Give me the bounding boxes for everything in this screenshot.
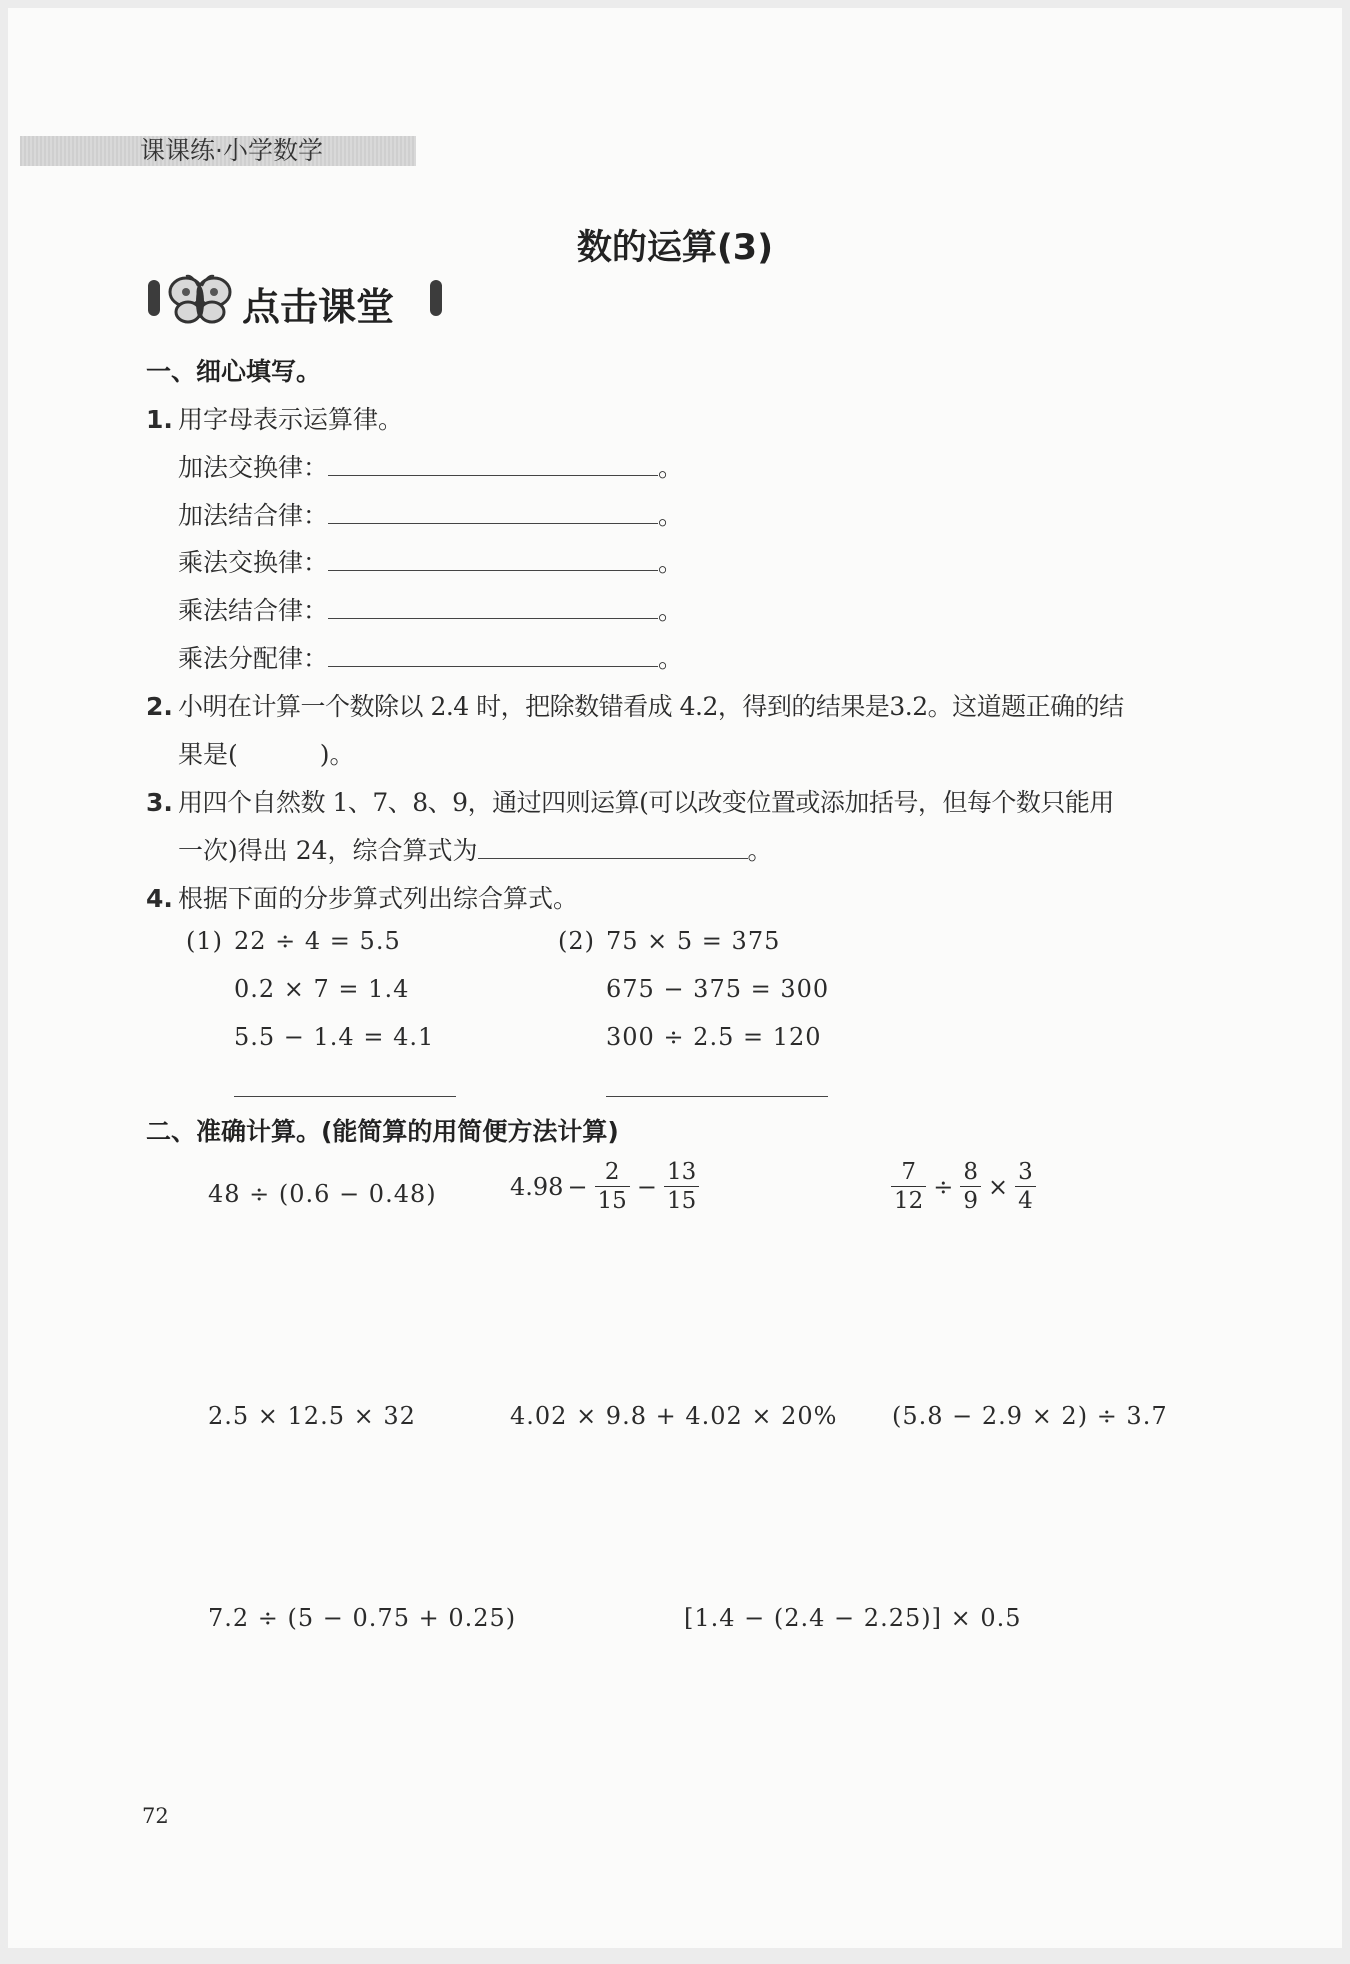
header-band	[20, 136, 416, 166]
badge-right-bracket	[430, 280, 442, 316]
calc-problem: (5.8 − 2.9 × 2) ÷ 3.7	[892, 1402, 1168, 1430]
fraction	[664, 1158, 699, 1215]
numerator: 13	[664, 1158, 699, 1187]
section2-heading: 二、准确计算。(能简算的用简便方法计算)	[146, 1117, 619, 1146]
fraction	[1015, 1158, 1036, 1215]
q2-number: 2.	[146, 692, 173, 721]
calc-problem	[888, 1158, 1039, 1215]
calc-problem: [1.4 − (2.4 − 2.25)] × 0.5	[684, 1604, 1022, 1632]
fraction	[960, 1158, 981, 1215]
worksheet-page	[8, 8, 1342, 1948]
expr-operator: ×	[988, 1172, 1009, 1201]
law-end: 。	[658, 596, 684, 625]
section1-heading: 一、细心填写。	[146, 357, 322, 386]
law-row	[178, 543, 683, 579]
expr-number: 4.98	[510, 1172, 564, 1201]
q1-number: 1.	[146, 405, 173, 434]
law-end: 。	[658, 548, 684, 577]
calc-problem: 4.02 × 9.8 + 4.02 × 20%	[510, 1402, 838, 1430]
series-title: 课课练·小学数学	[140, 136, 323, 165]
q4-left-step: 22 ÷ 4 = 5.5	[234, 927, 401, 955]
fraction	[595, 1158, 630, 1215]
q4-text: 根据下面的分步算式列出综合算式。	[178, 884, 579, 913]
law-end: 。	[658, 644, 684, 673]
question-2	[146, 687, 1124, 723]
calc-problem: 2.5 × 12.5 × 32	[208, 1402, 416, 1430]
question-1	[146, 400, 403, 436]
question-4	[146, 879, 578, 915]
law-label: 乘法交换律：	[178, 548, 329, 577]
q2-line2-end: )。	[319, 740, 355, 769]
calc-problem: 7.2 ÷ (5 − 0.75 + 0.25)	[208, 1604, 517, 1632]
numerator: 7	[891, 1158, 926, 1187]
page-number: 72	[142, 1804, 169, 1828]
q4-left-label: (1)	[186, 927, 223, 955]
calc-problem: 48 ÷ (0.6 − 0.48)	[208, 1180, 437, 1208]
q4-right-label: (2)	[558, 927, 595, 955]
q4-right-step: 675 − 375 = 300	[606, 975, 830, 1003]
answer-blank[interactable]	[234, 1070, 456, 1097]
law-end: 。	[658, 453, 684, 482]
numerator: 2	[595, 1158, 630, 1187]
numerator: 3	[1015, 1158, 1036, 1187]
denominator: 4	[1018, 1188, 1033, 1214]
law-end: 。	[658, 501, 684, 530]
expr-operator: −	[636, 1172, 657, 1201]
q3-number: 3.	[146, 788, 173, 817]
expr-operator: −	[567, 1172, 588, 1201]
law-row	[178, 591, 683, 627]
answer-blank[interactable]	[328, 449, 658, 476]
q3-end: 。	[747, 836, 773, 865]
denominator: 15	[666, 1188, 697, 1214]
denominator: 9	[963, 1188, 979, 1214]
badge-left-bracket	[148, 280, 160, 316]
law-row	[178, 448, 683, 484]
answer-blank[interactable]	[328, 544, 658, 571]
q3-line2-text: 一次)得出 24，综合算式为	[178, 836, 478, 865]
question-3	[146, 783, 1114, 819]
law-row	[178, 639, 683, 675]
q2-line2-start: 果是(	[178, 740, 238, 769]
fraction	[891, 1158, 926, 1215]
q3-line2	[178, 831, 773, 867]
law-label: 加法交换律：	[178, 453, 329, 482]
answer-blank[interactable]	[606, 1070, 828, 1097]
answer-blank[interactable]	[328, 497, 658, 524]
q4-left-step: 0.2 × 7 = 1.4	[234, 975, 410, 1003]
q4-right-step: 300 ÷ 2.5 = 120	[606, 1023, 822, 1051]
page-title: 数的运算(3)	[576, 228, 774, 268]
denominator: 15	[597, 1188, 627, 1214]
q4-right-step: 75 × 5 = 375	[606, 927, 781, 955]
law-row	[178, 496, 683, 532]
numerator: 8	[960, 1158, 981, 1187]
q3-line1: 用四个自然数 1、7、8、9，通过四则运算(可以改变位置或添加括号，但每个数只能用	[178, 788, 1114, 817]
law-label: 乘法分配律：	[178, 644, 329, 673]
answer-blank[interactable]	[478, 832, 748, 859]
expr-operator: ÷	[933, 1172, 954, 1201]
q4-number: 4.	[146, 884, 173, 913]
q4-left-step: 5.5 − 1.4 = 4.1	[234, 1023, 435, 1051]
law-label: 加法结合律：	[178, 501, 329, 530]
badge-label: 点击课堂	[242, 285, 395, 329]
butterfly-icon	[164, 270, 236, 326]
q2-line2	[178, 735, 355, 771]
law-label: 乘法结合律：	[178, 596, 329, 625]
denominator: 12	[894, 1188, 924, 1214]
answer-blank[interactable]	[328, 592, 658, 619]
calc-problem	[510, 1158, 702, 1215]
answer-blank[interactable]	[328, 640, 658, 667]
q1-text: 用字母表示运算律。	[178, 405, 404, 434]
q2-line1: 小明在计算一个数除以 2.4 时，把除数错看成 4.2，得到的结果是3.2。这道题正确的结	[178, 692, 1124, 721]
